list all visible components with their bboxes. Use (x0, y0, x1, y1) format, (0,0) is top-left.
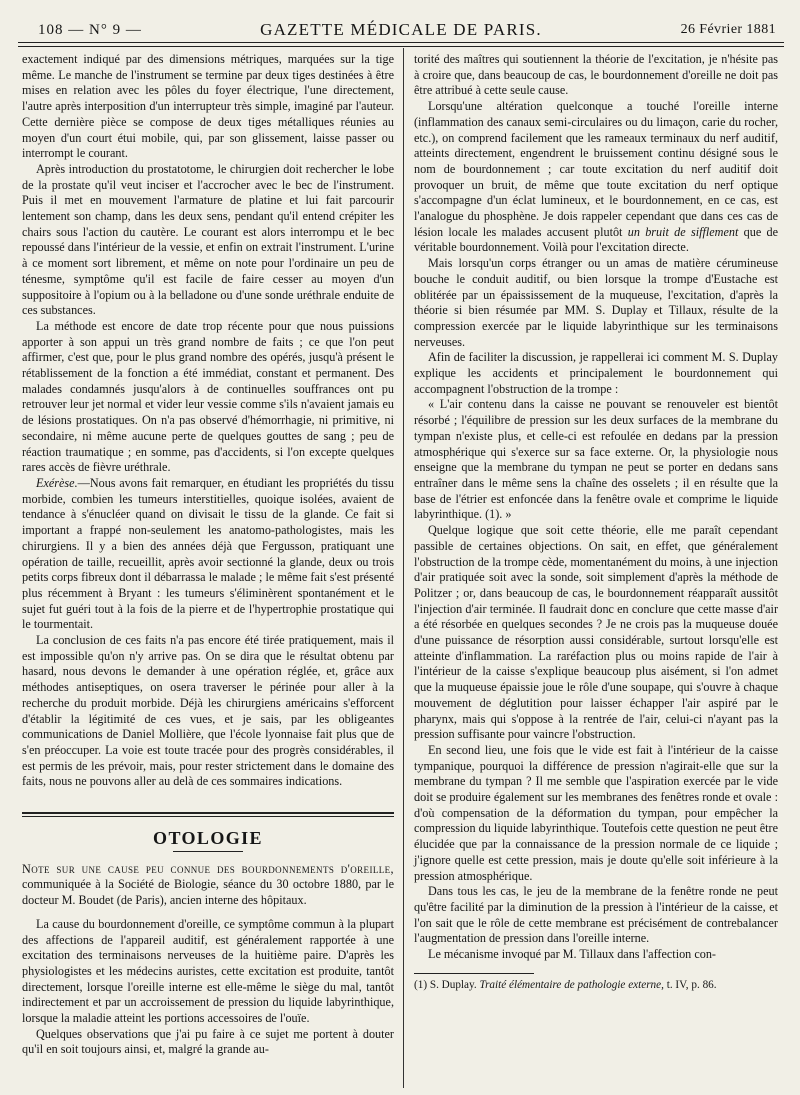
paragraph: exactement indiqué par des dimensions métriques, marquées sur la tige même. Le manche de l'instrument se termine par deux tiges destinées à être mises en relation avec les pôles du foyer électrique, l'une directement, l'autre après interposition d'un interrupteur très simple, imaginé par l'auteur. Cette dernière pièce se compose de deux tiges métalliques réunies au moyen d'un court étui mobile, qui, par son glissement, laisse passer ou interrompt le courant. (22, 52, 394, 161)
paragraph-text: que de véritable bourdonnement. Voilà pour l'excitation directe. (414, 224, 779, 255)
left-column (22, 52, 394, 1058)
section-rule (22, 812, 394, 817)
paragraph: torité des maîtres qui soutiennent la théorie de l'excitation, je n'hésite pas à croire que, dans beaucoup de cas, le bourdonnement d'oreille ne doit pas être attribué à cette seule cause. (414, 52, 778, 98)
section-title: OTOLOGIE (153, 828, 263, 849)
article-heading-rest: communiquée à la Société de Biologie, séance du 30 octobre 1880, par le docteur M. Boudet (de Paris), ancien interne des hôpitaux. (22, 877, 394, 908)
paragraph: La méthode est encore de date trop récente pour que nous puissions apporter à son appui un très grand nombre de faits ; ce que l'on peut affirmer, c'est que, pour le plus grand nombre des opérés, jusqu'à présent le rétablissement de la fonction a été immédiat, constant et permanent. Des malades condamnés jusqu'alors à de continuelles souffrances ont pu retrouver leur jet normal et vider leur vessie comme s'ils n'avaient jamais eu de lésions prostatiques. On n'a pas observé d'hémorrhagie, ni primitive, ni secondaire, ni même aucune perte de quelques gouttes de sang ; peu de réaction traumatique ; en somme, pas d'accidents, si l'on excepte quelques rares accès de fièvre uréthrale. (22, 318, 394, 475)
footnote-title: Traité élémentaire de pathologie externe, (479, 978, 664, 991)
paragraph: Mais lorsqu'un corps étranger ou un amas de matière cérumineuse bouche le conduit auditif, ou bien lorsque la trompe d'Eustache est oblitérée par un épaississement de la muqueuse, l'excitation, d'après la théorie si bien résumée par MM. S. Duplay et Tillaux, résulte de la compression exercée par le liquide labyrinthique sur les terminaisons nerveuses. (414, 256, 778, 349)
paragraph: En second lieu, une fois que le vide est fait à l'intérieur de la caisse tympanique, pourquoi la différence de pression n'agirait-elle que sur la membrane du tympan ? Il me semble que l'aspiration exercée par le vide doit se produire également sur les membranes des fenêtres ronde et ovale : d'où compensation de la déformation du tympan, pour empêcher la compression du liquide labyrinthique. Toutefois cette question ne peut être élucidée que par la connaissance de la pression normale de ce liquide ; j'ignore quelle est cette pression, mais je doute qu'elle soit inférieure à la pression atmosphérique. (414, 742, 778, 883)
paragraph: La conclusion de ces faits n'a pas encore été tirée pratiquement, mais il est impossible qu'on n'y arrive pas. On se dira que le résultat obtenu par hasard, nous devons le demander à une opération réglée, et, grâce aux méthodes antiseptiques, on osera traverser le périnée pour aller à la recherche du produit morbide. Déjà les chirurgiens américains s'efforcent d'établir la légitimité de ces vues, et je sais, par les obligeantes communications de Daniel Mollière, que l'école lyonnaise fait plus que de s'en préoccuper. La voie est toute tracée pour des progrès considérables, il est permis de les prévoir, mais, pour rester strictement dans le domaine des faits, nous ne pouvons aller au delà de ces sommaires indications. (22, 633, 394, 789)
section-title-underline (173, 851, 243, 852)
paragraph: Dans tous les cas, le jeu de la membrane de la fenêtre ronde ne peut qu'être facilité par la diminution de la pression à l'intérieur de la caisse, et l'on sait que le rôle de cette membrane est précisément de contrebalancer l'augmentation de pression dans l'oreille interne. (414, 884, 778, 946)
paragraph: Le mécanisme invoqué par M. Tillaux dans l'affection con- (428, 947, 716, 962)
emphasis: un bruit de sifflement (627, 224, 739, 239)
paragraph: Après introduction du prostatotome, le chirurgien doit rechercher le lobe de la prostate qu'il veut inciser et l'accrocher avec le bec de l'instrument. Puis il met en mouvement l'armature de platine et lui fait parcourir lentement son champ, dans les deux sens, pendant qu'il entend crépiter les chairs sous l'action du cautère. Le courant est alors interrompu et le bec repoussé dans l'intérieur de la vessie, et enfin on extrait l'instrument. L'urine à ce moment sort librement, et même on note pour l'ordinaire un peu de ténesme, symptôme qu'il est facile de faire cesser au moyen d'un suppositoire à l'opium ou à la belladone ou d'une sonde uréthrale enduite de ces substances. (22, 161, 394, 318)
spacer (22, 909, 394, 917)
paragraph-text: Lorsqu'une altération quelconque a touché l'oreille interne (inflammation des canaux semi-circulaires ou du limaçon, carie du rocher, etc.), on comprend facilement que les rameaux terminaux du nerf auditif, atteints directement, engendrent le bruissement continu désigné sous le nom de bourdonnement ; car toute excitation du nerf auditif doit provoquer un bruit, de même que toute excitation du nerf optique s'accompagne d'un éclat lumineux, et le bourdonnement, en ce cas, est l'analogue du phosphène. Je dois rappeler cependant que dans ces cas de lésion locale les malades accusent plutôt (414, 99, 778, 239)
page-header (18, 14, 784, 42)
paragraph: Quelques observations que j'ai pu faire à ce sujet me portent à douter qu'il en soit toujours ainsi, et, malgré la grande au- (22, 1026, 394, 1057)
paragraph: Quelque logique que soit cette théorie, elle me paraît cependant passible de certaines objections. On sait, en effet, que généralement l'obstruction de la trompe cède, momentanément du moins, à une injection d'air pratiquée soit avec la sonde, soit simplement d'après la méthode de Politzer ; or, dans beaucoup de cas, le bourdonnement réapparaît aussitôt l'injection d'air terminée. Il faudrait donc en conclure que cette masse d'air a été résorbée en quelques secondes ? Je ne crois pas la muqueuse douée d'une puissance de résorption aussi considérable, surtout lorsqu'elle est atteinte d'inflammation. La raréfaction plus ou moins rapide de l'air à l'intérieur de la caisse s'explique beaucoup plus aisément, si l'on admet que la muqueuse épaissie joue le rôle d'une soupape, qui s'ouvre à chaque mouvement de déglutition pour laisser échapper l'air aspiré par le pharynx, mais qui s'oppose à la rentrée de l'air, celui-ci n'ayant pas la pression suffisante pour vaincre l'obstruction. (414, 523, 778, 742)
article-heading (22, 862, 394, 909)
paragraph: Afin de faciliter la discussion, je rappellerai ici comment M. S. Duplay explique les accidents et principalement le bourdonnement qui accompagnent l'obstruction de la trompe : (414, 350, 778, 396)
paragraph (22, 476, 394, 633)
page-number: 108 — N° 9 — (38, 22, 142, 38)
footnote-rest: t. IV, p. 86. (666, 978, 717, 991)
paragraph-text: —Nous avons fait remarquer, en étudiant les propriétés du tissu morbide, combien les tumeurs interstitielles, quoique isolées, avaient de tendance à s'énucléer quand on divisait le tissu de la glande. Ce fait si important a frappé non-seulement les anatomo-pathologistes, mais les chirurgiens. Il y a bien des années déjà que Fergusson, pratiquant une opération de taille, recueillit, après avoir sectionné la glande, deux ou trois petits corps fibreux dont il débarrassa le malade ; le même fait s'est présenté plus récemment à Bryant : les tumeurs s'éliminèrent spontanément et le sujet fut guéri tout à la fois de la pierre et de l'hypertrophie prostatique qui le tourmentait. (22, 475, 394, 632)
footnote-rule (414, 973, 534, 974)
article-heading-lead: Note sur une cause peu connue des bourdonnements d'oreille, (22, 861, 394, 876)
paragraph: La cause du bourdonnement d'oreille, ce symptôme commun à la plupart des affections de l'appareil auditif, est généralement rapportée à une excitation des terminaisons nerveuses de la huitième paire. D'après les physiologistes et les médecins auristes, cette excitation est produite, tantôt directement, lorsque l'oreille interne est elle-même le siège du mal, tantôt indirectement et par un accroissement de pression du liquide labyrinthique, lorsque la maladie atteint les portions accessoires de l'ouïe. (22, 916, 394, 1026)
paragraph (414, 99, 778, 256)
column-divider (403, 48, 404, 1088)
paragraph-lead: Exérèse. (36, 475, 78, 490)
right-column (414, 52, 778, 992)
footnote-lead: (1) S. Duplay. (414, 978, 477, 991)
header-rule (18, 42, 784, 47)
journal-title: GAZETTE MÉDICALE DE PARIS. (260, 20, 542, 39)
footnote (414, 978, 778, 992)
quotation: « L'air contenu dans la caisse ne pouvant se renouveler est bientôt résorbé ; l'équilibre de pression sur les deux surfaces de la membrane du tympan n'existe plus, et celle-ci est refoulée en dedans par la pression atmosphérique qui s'exerce sur sa face externe. Or, la physiologie nous enseigne que la membrane du tympan ne peut se porter en dedans sans entraîner dans le même sens la chaîne des osselets ; il en résulte que la base de l'étrier est enfoncée dans la fenêtre ovale et comprime le liquide labyrinthique. (1). » (414, 397, 778, 522)
issue-date: 26 Février 1881 (680, 22, 776, 37)
